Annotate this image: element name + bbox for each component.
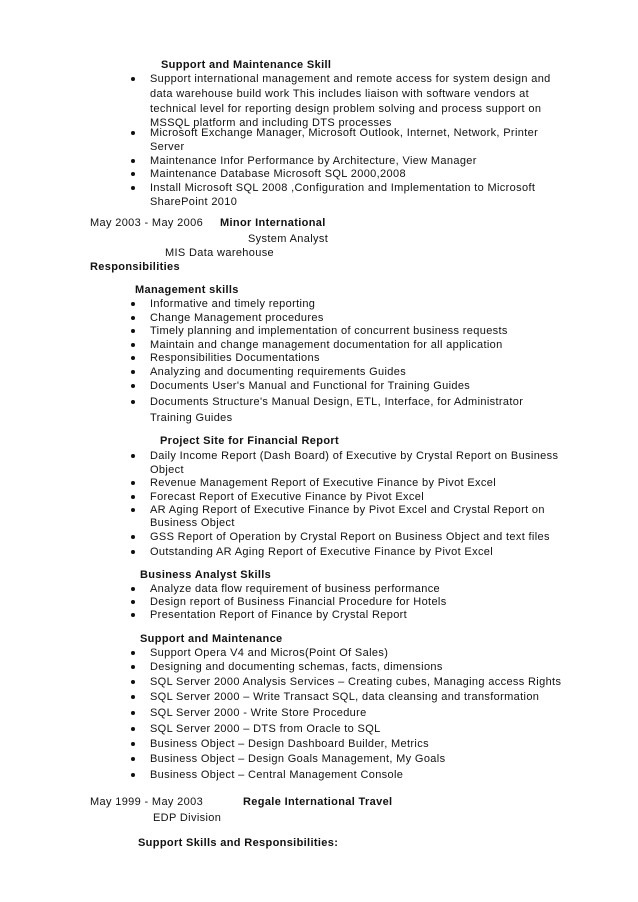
list-item-line: Business Object: [150, 517, 235, 529]
list-item-line: Designing and documenting schemas, facts, dimensions: [150, 661, 443, 673]
bullet-icon: [131, 481, 135, 485]
bullet-icon: [131, 587, 135, 591]
list-item-line: GSS Report of Operation by Crystal Report on Business Object and text files: [150, 531, 550, 543]
list-item-line: Object: [150, 464, 184, 476]
bullet-icon: [131, 131, 135, 135]
bullet-icon: [131, 172, 135, 176]
bullet-icon: [131, 77, 135, 81]
list-item-line: Documents Structure's Manual Design, ETL, Interface, for Administrator: [150, 396, 524, 408]
bullet-icon: [131, 757, 135, 761]
job-dates: May 1999 - May 2003: [90, 796, 204, 808]
bullet-icon: [131, 302, 135, 306]
bullet-icon: [131, 600, 135, 604]
section-heading: Business Analyst Skills: [140, 569, 272, 581]
list-item-line: SQL Server 2000 Analysis Services – Creating cubes, Managing access Rights: [150, 676, 562, 688]
bullet-icon: [131, 535, 135, 539]
bullet-icon: [131, 329, 135, 333]
bullet-icon: [131, 742, 135, 746]
list-item-line: Responsibilities Documentations: [150, 352, 320, 364]
list-item-line: AR Aging Report of Executive Finance by Pivot Excel and Crystal Report on: [150, 504, 545, 516]
bullet-icon: [131, 316, 135, 320]
list-item-line: Maintenance Infor Performance by Architecture, View Manager: [150, 155, 477, 167]
list-item-line: Documents User's Manual and Functional for Training Guides: [150, 380, 471, 392]
list-item-line: Forecast Report of Executive Finance by Pivot Excel: [150, 491, 425, 503]
bullet-icon: [131, 384, 135, 388]
bullet-icon: [131, 495, 135, 499]
list-item-line: SQL Server 2000 – Write Transact SQL, data cleansing and transformation: [150, 691, 540, 703]
list-item-line: SQL Server 2000 - Write Store Procedure: [150, 707, 367, 719]
list-item-line: Support Opera V4 and Micros(Point Of Sales): [150, 647, 389, 659]
list-item-line: Maintain and change management documentation for all application: [150, 339, 503, 351]
list-item-line: SharePoint 2010: [150, 196, 238, 208]
bullet-icon: [131, 343, 135, 347]
list-item-line: Timely planning and implementation of concurrent business requests: [150, 325, 508, 337]
list-item-line: Training Guides: [150, 412, 233, 424]
bullet-icon: [131, 665, 135, 669]
bullet-icon: [131, 711, 135, 715]
list-item-line: Business Object – Design Dashboard Builder, Metrics: [150, 738, 429, 750]
company-name: Minor International: [220, 217, 326, 229]
bullet-icon: [131, 695, 135, 699]
list-item-line: Outstanding AR Aging Report of Executive Finance by Pivot Excel: [150, 546, 494, 558]
job-division: EDP Division: [153, 812, 222, 824]
section-heading: Project Site for Financial Report: [160, 435, 340, 447]
bullet-icon: [131, 400, 135, 404]
company-name: Regale International Travel: [243, 796, 393, 808]
responsibilities-label: Responsibilities: [90, 261, 180, 273]
list-item-line: Install Microsoft SQL 2008 ,Configuration and Implementation to Microsoft: [150, 182, 536, 194]
list-item-line: Change Management procedures: [150, 312, 324, 324]
list-item-line: Maintenance Database Microsoft SQL 2000,2008: [150, 168, 406, 180]
section-heading: Support and Maintenance: [140, 633, 283, 645]
bullet-icon: [131, 356, 135, 360]
list-item-line: Business Object – Design Goals Management, My Goals: [150, 753, 446, 765]
bullet-icon: [131, 680, 135, 684]
bullet-icon: [131, 651, 135, 655]
job-division: MIS Data warehouse: [165, 247, 275, 259]
list-item-line: Revenue Management Report of Executive Finance by Pivot Excel: [150, 477, 497, 489]
section-heading: Support Skills and Responsibilities:: [138, 837, 339, 849]
list-item-line: Server: [150, 141, 185, 153]
list-item-line: Support international management and remote access for system design and: [150, 73, 551, 85]
bullet-icon: [131, 727, 135, 731]
bullet-icon: [131, 454, 135, 458]
list-item-line: Analyze data flow requirement of business performance: [150, 583, 441, 595]
list-item-line: Daily Income Report (Dash Board) of Executive by Crystal Report on Business: [150, 450, 559, 462]
bullet-icon: [131, 613, 135, 617]
bullet-icon: [131, 370, 135, 374]
list-item-line: Presentation Report of Finance by Crystal Report: [150, 609, 408, 621]
bullet-icon: [131, 159, 135, 163]
bullet-icon: [131, 508, 135, 512]
job-dates: May 2003 - May 2006: [90, 217, 204, 229]
list-item-line: Informative and timely reporting: [150, 298, 316, 310]
list-item-line: Business Object – Central Management Console: [150, 769, 404, 781]
bullet-icon: [131, 186, 135, 190]
job-role: System Analyst: [248, 233, 329, 245]
list-item-line: MSSQL platform and including DTS processes: [150, 117, 392, 129]
section-heading: Support and Maintenance Skill: [161, 59, 332, 71]
section-heading: Management skills: [135, 284, 239, 296]
bullet-icon: [131, 773, 135, 777]
list-item-line: Microsoft Exchange Manager, Microsoft Outlook, Internet, Network, Printer: [150, 127, 539, 139]
bullet-icon: [131, 550, 135, 554]
list-item-line: technical level for reporting design problem solving and process support on: [150, 103, 542, 115]
list-item-line: Design report of Business Financial Procedure for Hotels: [150, 596, 447, 608]
list-item-line: Analyzing and documenting requirements Guides: [150, 366, 407, 378]
list-item-line: data warehouse build work This includes liaison with software vendors at: [150, 88, 530, 100]
list-item-line: SQL Server 2000 – DTS from Oracle to SQL: [150, 723, 381, 735]
